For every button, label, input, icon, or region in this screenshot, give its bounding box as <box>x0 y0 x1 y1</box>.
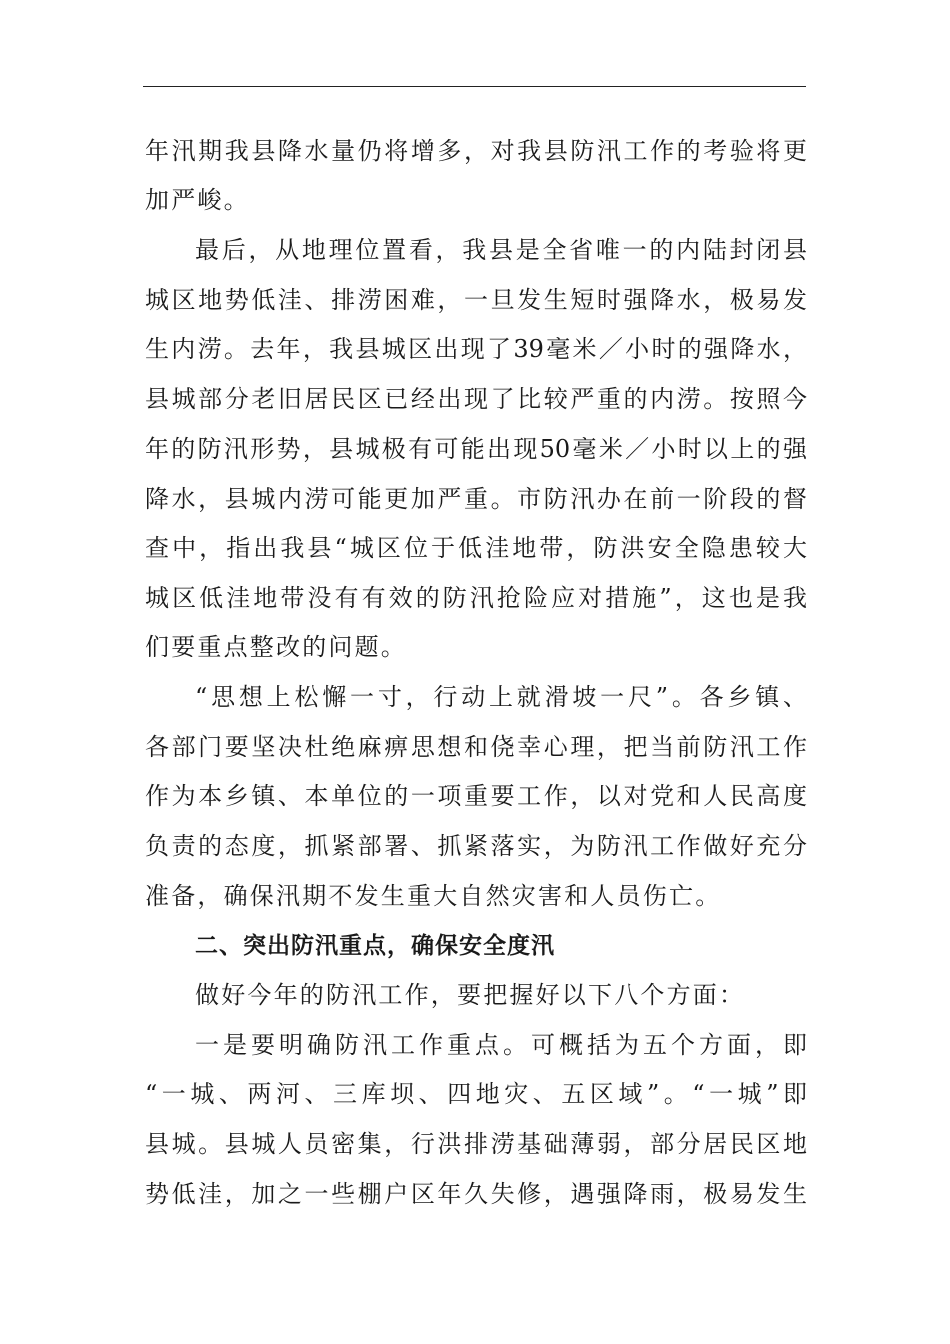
text-line: 准备，确保汛期不发生重大自然灾害和人员伤亡。 <box>145 882 722 910</box>
text-line: 县城部分老旧居民区已经出现了比较严重的内涝。按照今 <box>145 385 807 413</box>
text-line: 城区地势低洼、排涝困难，一旦发生短时强降水，极易发 <box>145 286 807 314</box>
text-line: 负责的态度，抓紧部署、抓紧落实，为防汛工作做好充分 <box>145 832 807 860</box>
text-line: 最后，从地理位置看，我县是全省唯一的内陆封闭县 <box>195 236 807 264</box>
text-line: 县城。县城人员密集，行洪排涝基础薄弱，部分居民区地 <box>145 1130 807 1158</box>
text-line: 一是要明确防汛工作重点。可概括为五个方面，即 <box>195 1031 807 1059</box>
section-heading: 二、突出防汛重点，确保安全度汛 <box>195 933 555 959</box>
text-line: 生内涝。去年，我县城区出现了39毫米／小时的强降水， <box>145 335 807 363</box>
text-line: 年汛期我县降水量仍将增多，对我县防汛工作的考验将更 <box>145 137 807 165</box>
text-line: 城区低洼地带没有有效的防汛抢险应对措施”，这也是我 <box>145 584 807 612</box>
text-line: 降水，县城内涝可能更加严重。市防汛办在前一阶段的督 <box>145 485 807 513</box>
header-rule <box>143 86 806 87</box>
text-line: 各部门要坚决杜绝麻痹思想和侥幸心理，把当前防汛工作 <box>145 733 807 761</box>
text-line: 势低洼，加之一些棚户区年久失修，遇强降雨，极易发生 <box>145 1180 807 1208</box>
text-line: 们要重点整改的问题。 <box>145 633 407 661</box>
text-line: “一城、两河、三库坝、四地灾、五区域”。“一城”即 <box>145 1080 807 1108</box>
text-line: 查中，指出我县“城区位于低洼地带，防洪安全隐患较大 <box>145 534 807 562</box>
text-line: 年的防汛形势，县城极有可能出现50毫米／小时以上的强 <box>145 435 807 463</box>
text-line: 作为本乡镇、本单位的一项重要工作，以对党和人民高度 <box>145 782 807 810</box>
text-line: 加严峻。 <box>145 186 250 214</box>
text-line: 做好今年的防汛工作，要把握好以下八个方面： <box>195 981 746 1009</box>
text-line: “思想上松懈一寸，行动上就滑坡一尺”。各乡镇、 <box>195 683 807 711</box>
